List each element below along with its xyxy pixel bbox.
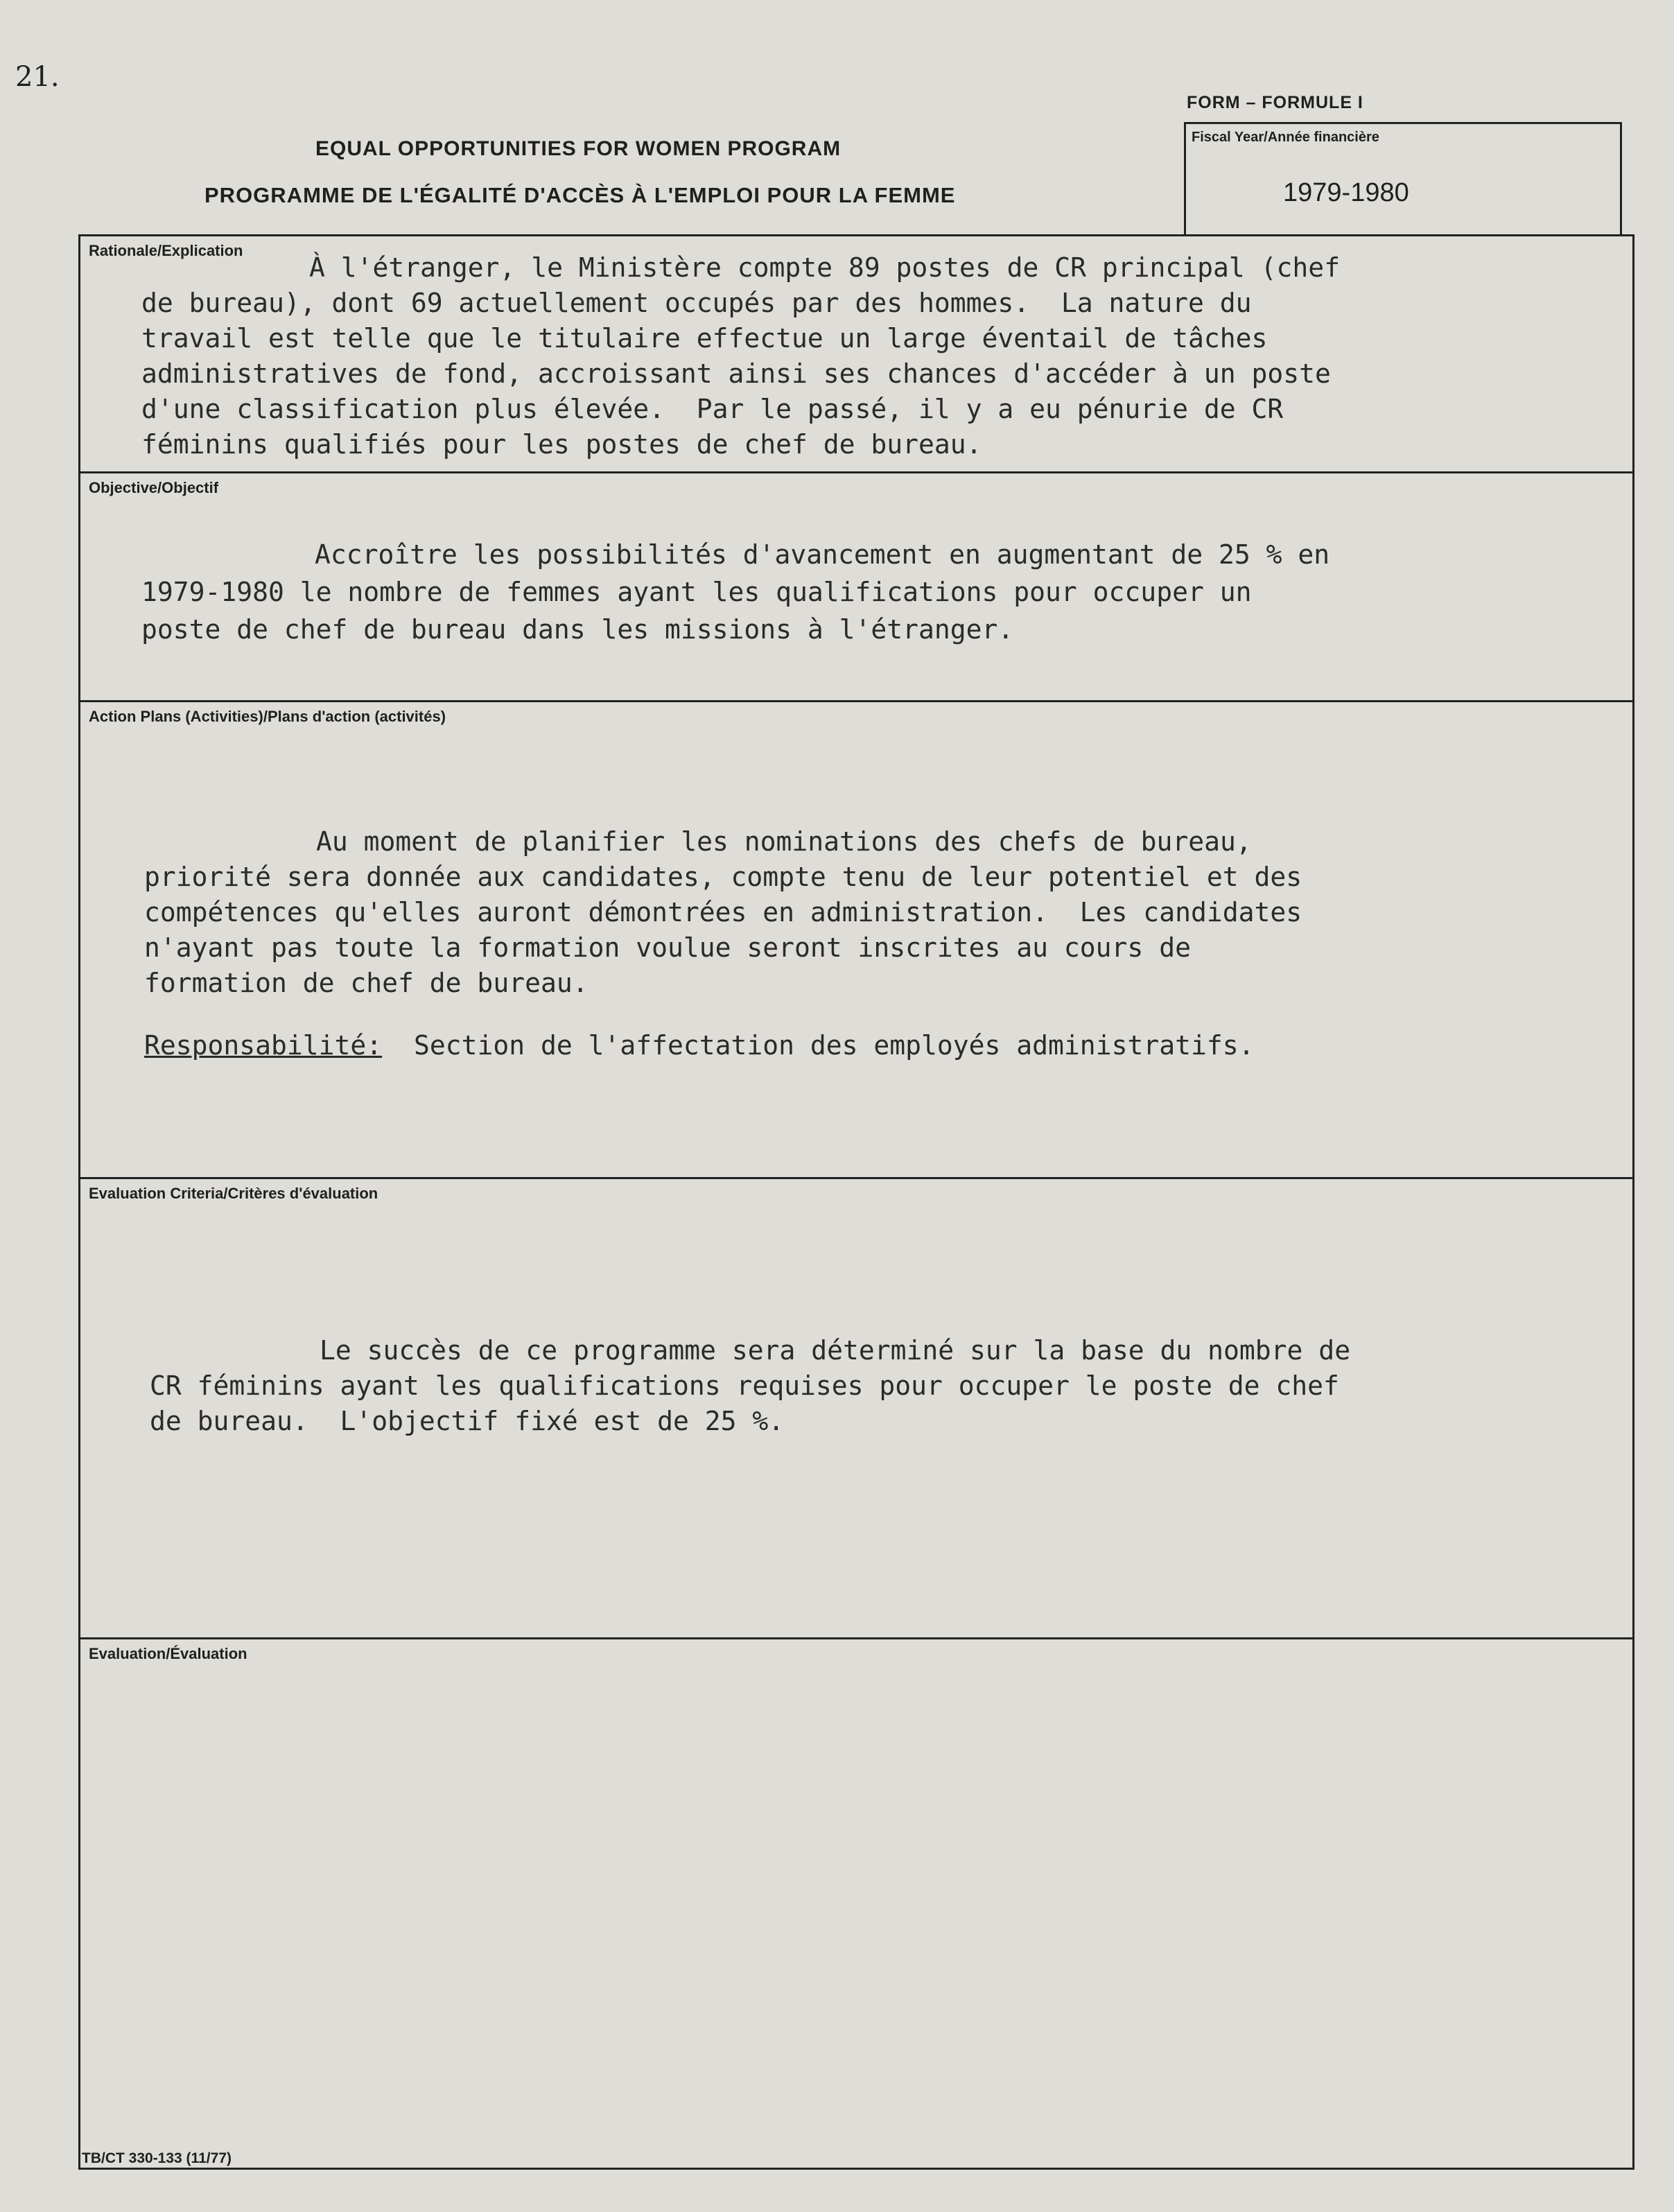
form-label: FORM – FORMULE I [1187, 93, 1363, 112]
responsibility-label: Responsabilité: [144, 1030, 383, 1061]
action-plans-label: Action Plans (Activities)/Plans d'action (activités) [89, 708, 446, 725]
objective-line-2: 1979-1980 le nombre de femmes ayant les qualifications pour occuper un [141, 577, 1252, 607]
evaluation-criteria-line-1: Le succès de ce programme sera déterminé sur la base du nombre de [320, 1335, 1351, 1366]
rationale-label: Rationale/Explication [89, 242, 243, 259]
objective-section [80, 473, 1632, 702]
objective-line-1: Accroître les possibilités d'avancement en augmentant de 25 % en [315, 539, 1330, 570]
title-english: EQUAL OPPORTUNITIES FOR WOMEN PROGRAM [315, 137, 842, 160]
fiscal-year-box [1184, 122, 1622, 234]
fiscal-year-label: Fiscal Year/Année financière [1192, 130, 1379, 145]
evaluation-criteria-label: Evaluation Criteria/Critères d'évaluation [89, 1185, 378, 1202]
title-french: PROGRAMME DE L'ÉGALITÉ D'ACCÈS À L'EMPLOI POUR LA FEMME [204, 183, 956, 207]
evaluation-label: Evaluation/Évaluation [89, 1645, 247, 1662]
responsibility-value: Section de l'affectation des employés administratifs. [413, 1030, 1255, 1061]
rationale-line-3: travail est telle que le titulaire effectue un large éventail de tâches [141, 323, 1268, 354]
objective-label: Objective/Objectif [89, 479, 219, 496]
evaluation-section [80, 1639, 1632, 2168]
rationale-line-4: administratives de fond, accroissant ainsi ses chances d'accéder à un poste [141, 358, 1331, 389]
rationale-line-1: À l'étranger, le Ministère compte 89 postes de CR principal (chef [309, 252, 1341, 283]
objective-line-3: poste de chef de bureau dans les missions à l'étranger. [141, 614, 1014, 645]
action-plans-line-1: Au moment de planifier les nominations des chefs de bureau, [316, 826, 1252, 857]
evaluation-criteria-line-2: CR féminins ayant les qualifications requises pour occuper le poste de chef [150, 1370, 1339, 1401]
action-plans-line-2: priorité sera donnée aux candidates, compte tenu de leur potentiel et des [144, 862, 1302, 892]
fiscal-year-value: 1979-1980 [1283, 178, 1409, 207]
action-plans-line-4: n'ayant pas toute la formation voulue seront inscrites au cours de [144, 932, 1191, 963]
rationale-section [80, 236, 1632, 473]
action-plans-line-3: compétences qu'elles auront démontrées en administration. Les candidates [144, 897, 1302, 928]
responsibility-line [144, 1028, 1254, 1063]
form-code: TB/CT 330-133 (11/77) [82, 2150, 232, 2166]
form-frame [78, 234, 1634, 2170]
evaluation-criteria-section [80, 1179, 1632, 1639]
rationale-line-2: de bureau), dont 69 actuellement occupés par des hommes. La nature du [141, 288, 1252, 318]
action-plans-section [80, 702, 1632, 1179]
evaluation-criteria-line-3: de bureau. L'objectif fixé est de 25 %. [150, 1406, 785, 1436]
rationale-line-6: féminins qualifiés pour les postes de chef de bureau. [141, 429, 982, 460]
rationale-line-5: d'une classification plus élevée. Par le passé, il y a eu pénurie de CR [141, 394, 1284, 424]
action-plans-line-5: formation de chef de bureau. [144, 968, 588, 998]
page-number: 21. [15, 61, 60, 93]
